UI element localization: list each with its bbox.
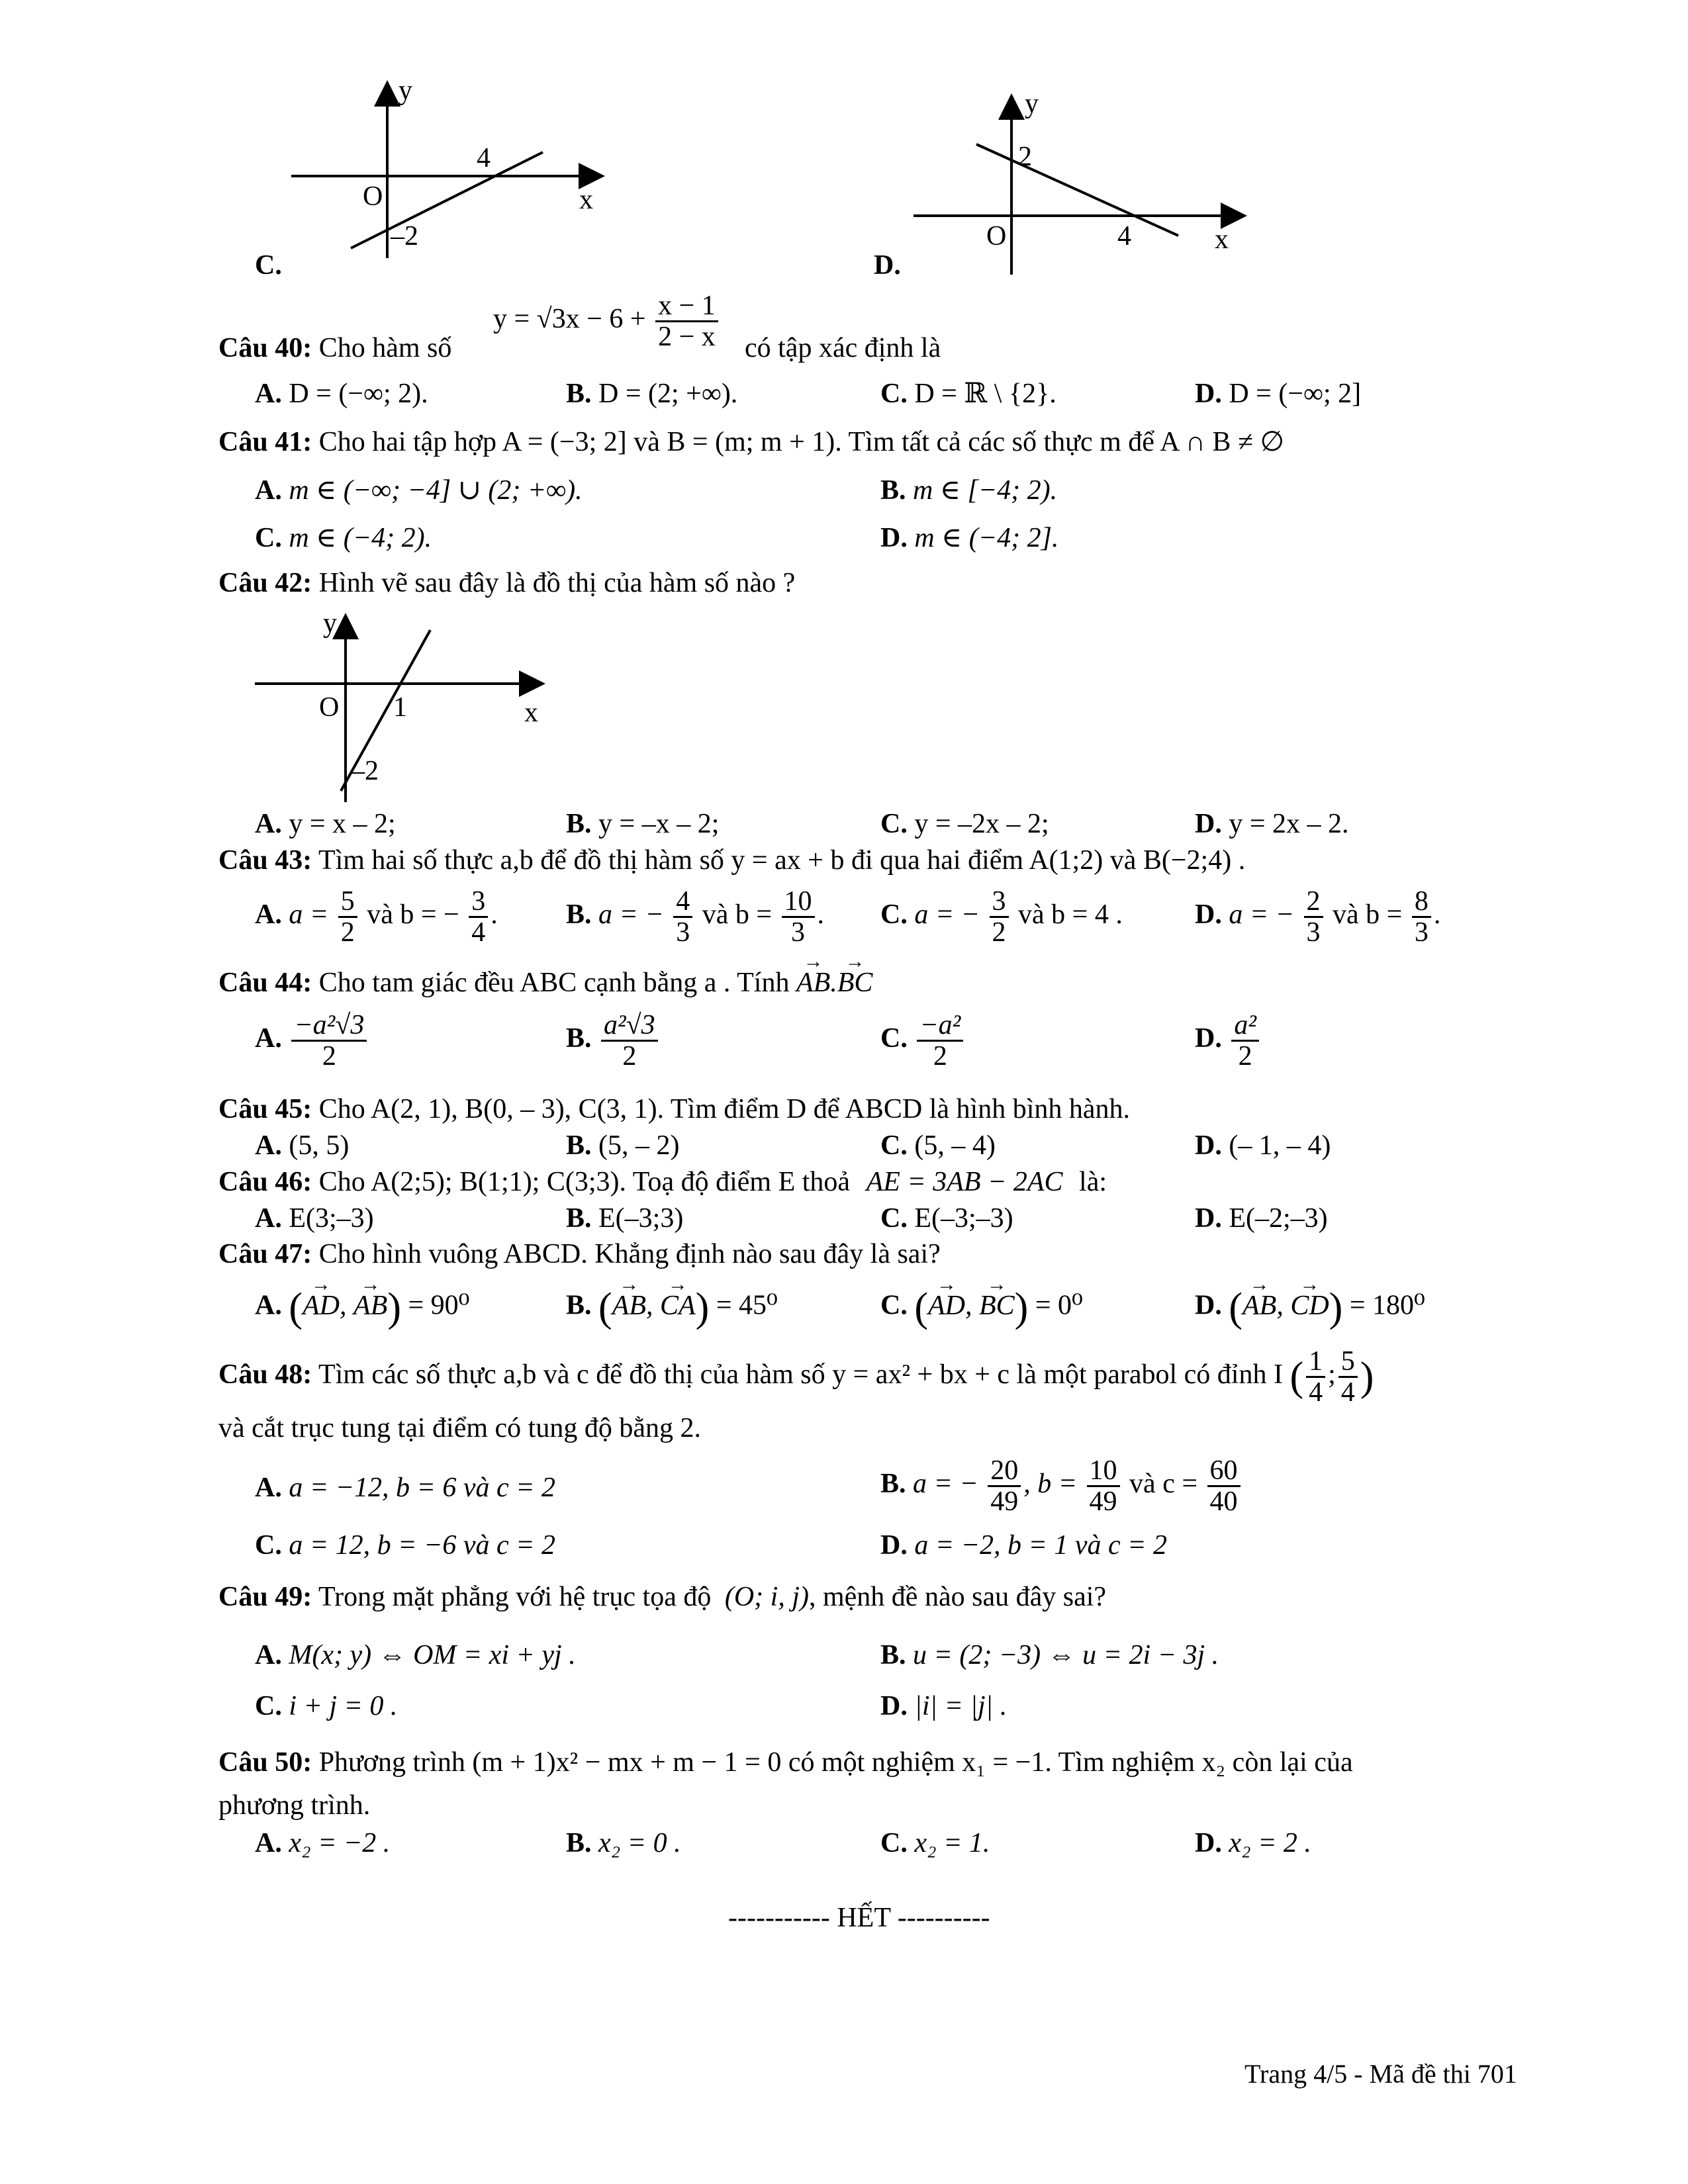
q48-c[interactable]: C. a = 12, b = −6 và c = 2	[255, 1530, 555, 1561]
q46-b[interactable]: B. E(–3;3)	[566, 1203, 684, 1234]
q41-stem: Câu 41: Cho hai tập hợp A = (−3; 2] và B = (m; m + 1). Tìm tất cả các số thực m để A ∩ B ≠ ∅	[218, 427, 1285, 457]
q48-b[interactable]: B. a = − $\frac{20}{49}$ , b = $\frac{10}{49}$ và c = $\frac{60}{40}$	[880, 1456, 1243, 1516]
graph-c-o: O	[363, 181, 383, 212]
q49-c[interactable]: C. i + j = 0 .	[255, 1691, 398, 1721]
q42-stem: Câu 42: Hình vẽ sau đây là đồ thị của hàm số nào ?	[218, 568, 796, 598]
q47-c[interactable]: C. (→ AD, → BC) = 0⁰	[880, 1285, 1083, 1330]
q42-graph-o: O	[319, 692, 340, 723]
q40-c[interactable]: C. D = ℝ \ {2}.	[880, 379, 1056, 409]
q50-a[interactable]: A. x₂ = −2 .	[255, 1828, 391, 1858]
q42-b[interactable]: B. y = –x – 2;	[566, 809, 720, 839]
q47-a[interactable]: A. (→ AD, → AB) = 90⁰	[255, 1285, 470, 1330]
q47-d[interactable]: D. (→ AB, → CD) = 180⁰	[1195, 1285, 1425, 1330]
q50-d[interactable]: D. x₂ = 2 .	[1195, 1828, 1311, 1858]
q40-stem: Câu 40: Cho hàm số	[218, 333, 452, 363]
graph-d-o: O	[986, 221, 1007, 251]
graph-d-letter: D.	[874, 250, 901, 281]
q47-b[interactable]: B. (→ AB, → CA) = 45⁰	[566, 1285, 778, 1330]
q43-a[interactable]: A. a = $\frac{5}{2}$ và b = − $\frac{3}{4}$ .	[255, 886, 498, 948]
q41-a[interactable]: A. m ∈ (−∞; −4] ∪ (2; +∞).	[255, 475, 583, 506]
q50-stem: Câu 50: Phương trình (m + 1)x² − mx + m − 1 = 0 có một nghiệm x₁ = −1. Tìm nghiệm x₂ còn lại của	[218, 1747, 1353, 1778]
q49-a[interactable]: A. M(x; y) ⇔ OM = xi + yj .	[255, 1640, 576, 1670]
q42-d[interactable]: D. y = 2x – 2.	[1195, 809, 1349, 839]
q45-c[interactable]: C. (5, – 4)	[880, 1130, 996, 1161]
q42-graph-x: x	[524, 698, 538, 728]
q43-c[interactable]: C. a = − $\frac{3}{2}$ và b = 4 .	[880, 886, 1123, 948]
q42-a[interactable]: A. y = x – 2;	[255, 809, 396, 839]
q44-b[interactable]: B. $\frac{\text{a²√3}}{2}$	[566, 1011, 661, 1071]
graph-d-4: 4	[1117, 221, 1131, 251]
q48-stem: Câu 48: Tìm các số thực a,b và c để đồ thị của hàm số y = ax² + bx + c là một parabol có đỉnh I ( $\frac{1}{4}$ ; $\frac{5}{4}$ )	[218, 1346, 1374, 1408]
q42-graph-y: y	[323, 609, 337, 639]
q41-c[interactable]: C. m ∈ (−4; 2).	[255, 523, 432, 553]
q49-d[interactable]: D. |i| = |j| .	[880, 1691, 1008, 1721]
q46-a[interactable]: A. E(3;–3)	[255, 1203, 374, 1234]
graph-c-4: 4	[477, 143, 491, 173]
page-footer: Trang 4/5 - Mã đề thi 701	[1244, 2059, 1517, 2089]
graph-d-2: 2	[1018, 142, 1032, 172]
q43-d[interactable]: D. a = − $\frac{2}{3}$ và b = $\frac{8}{3}$ .	[1195, 886, 1441, 948]
q40-formula: y = √3x − 6 + $\frac{x - 1}{2 - x}$	[493, 291, 721, 351]
q40-b[interactable]: B. D = (2; +∞).	[566, 379, 738, 409]
graph-d-x: x	[1215, 224, 1229, 255]
graph-c-n2: –2	[391, 221, 418, 251]
q43-stem: Câu 43: Tìm hai số thực a,b để đồ thị hàm số y = ax + b đi qua hai điểm A(1;2) và B(−2;4) .	[218, 845, 1246, 876]
q48-d[interactable]: D. a = −2, b = 1 và c = 2	[880, 1530, 1167, 1561]
graph-d-y: y	[1025, 89, 1039, 119]
end-marker: ----------- HẾT ----------	[728, 1903, 990, 1933]
q45-d[interactable]: D. (– 1, – 4)	[1195, 1130, 1331, 1161]
q48-a[interactable]: A. a = −12, b = 6 và c = 2	[255, 1473, 555, 1503]
graph-c-letter: C.	[255, 250, 282, 281]
q42-c[interactable]: C. y = –2x – 2;	[880, 809, 1049, 839]
q42-graph	[252, 609, 556, 807]
q46-c[interactable]: C. E(–3;–3)	[880, 1203, 1013, 1234]
q45-a[interactable]: A. (5, 5)	[255, 1130, 350, 1161]
q44-c[interactable]: C. $\frac{\text{−a²}}{2}$	[880, 1011, 966, 1071]
q49-stem: Câu 49: Trong mặt phẳng với hệ trục tọa độ (O; i, j), mệnh đề nào sau đây sai?	[218, 1582, 1107, 1612]
graph-c-x: x	[579, 185, 593, 215]
q41-b[interactable]: B. m ∈ [−4; 2).	[880, 475, 1058, 506]
q44-d[interactable]: D. $\frac{\text{a²}}{2}$	[1195, 1011, 1262, 1071]
q46-stem: Câu 46: Cho A(2;5); B(1;1); C(3;3). Toạ độ điểm E thoả AE = 3AB − 2AC là:	[218, 1167, 1107, 1197]
q47-stem: Câu 47: Cho hình vuông ABCD. Khẳng định nào sau đây là sai?	[218, 1239, 941, 1269]
graph-c-y: y	[399, 75, 412, 106]
q40-a[interactable]: A. D = (−∞; 2).	[255, 379, 428, 409]
q40-tail: có tập xác định là	[745, 333, 941, 363]
q49-b[interactable]: B. u = (2; −3) ⇔ u = 2i − 3j .	[880, 1640, 1219, 1670]
q44-a[interactable]: A. $\frac{\text{−a²√3}}{2}$	[255, 1011, 369, 1071]
graph-c	[285, 73, 616, 271]
q50-b[interactable]: B. x₂ = 0 .	[566, 1828, 681, 1858]
graph-d	[907, 86, 1258, 278]
q44-stem: Câu 44: Cho tam giác đều ABC cạnh bằng a . Tính → AB.→ BC	[218, 968, 872, 998]
q42-graph-1: 1	[393, 692, 407, 723]
q45-stem: Câu 45: Cho A(2, 1), B(0, – 3), C(3, 1). Tìm điểm D để ABCD là hình bình hành.	[218, 1094, 1131, 1124]
q40-d[interactable]: D. D = (−∞; 2]	[1195, 379, 1362, 409]
q50-c[interactable]: C. x₂ = 1.	[880, 1828, 990, 1858]
q43-b[interactable]: B. a = − $\frac{4}{3}$ và b = $\frac{10}{3}$ .	[566, 886, 825, 948]
q42-graph-n2: –2	[351, 756, 379, 786]
q41-d[interactable]: D. m ∈ (−4; 2].	[880, 523, 1059, 553]
q45-b[interactable]: B. (5, – 2)	[566, 1130, 680, 1161]
q48-stem-2: và cắt trục tung tại điểm có tung độ bằng 2.	[218, 1413, 701, 1443]
q46-d[interactable]: D. E(–2;–3)	[1195, 1203, 1328, 1234]
q50-stem-2: phương trình.	[218, 1790, 371, 1821]
